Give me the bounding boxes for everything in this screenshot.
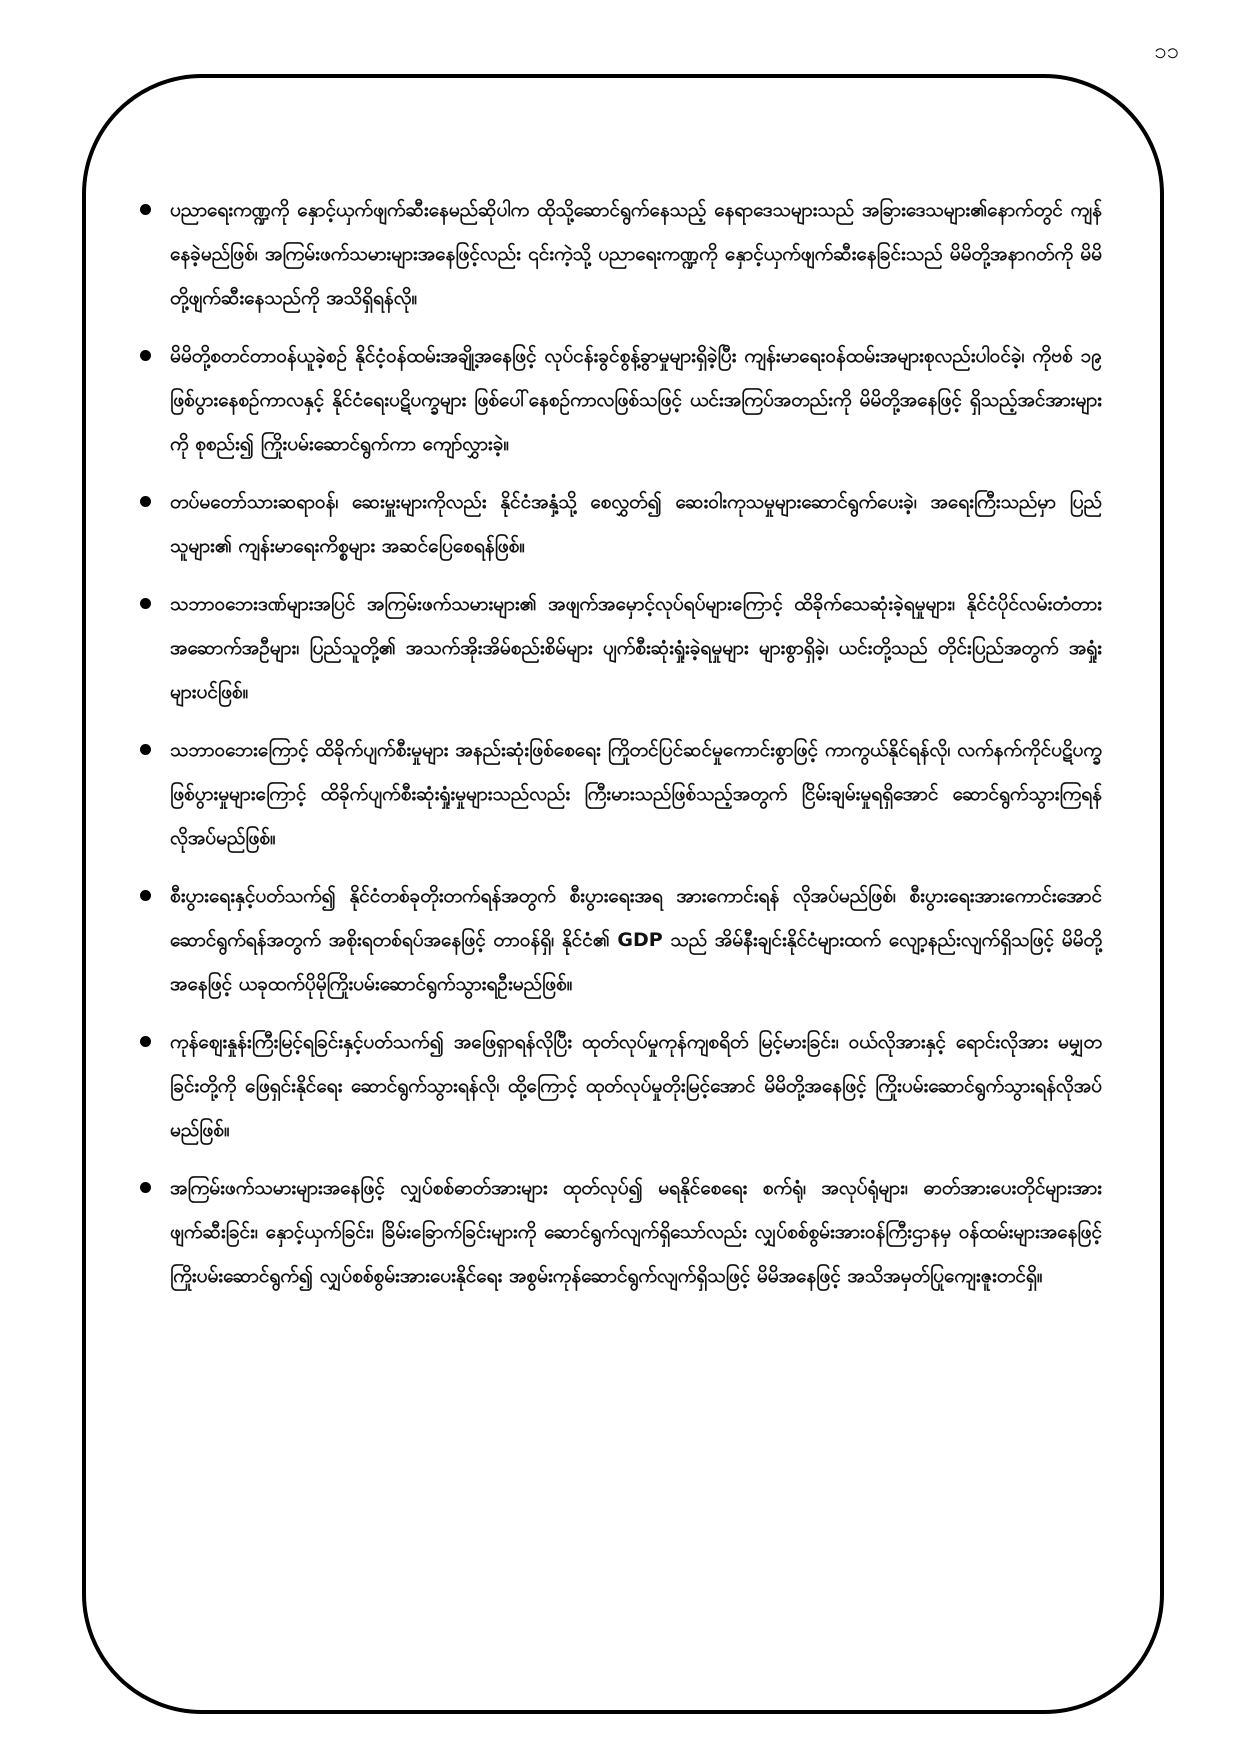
bullet-dot-icon bbox=[140, 598, 151, 609]
bullet-item-1 bbox=[140, 188, 1102, 320]
bullet-dot-icon bbox=[140, 890, 151, 901]
bullet-dot-icon bbox=[140, 204, 151, 215]
bullet-text: အကြမ်းဖက်သမားများအနေဖြင့် လျှပ်စစ်ဓာတ်အားများ ထုတ်လုပ်၍ မရနိုင်စေရေး စက်ရုံ၊ အလုပ်ရုံများ၊ ဓာတ်အားပေးတိုင်များအား ဖျက်ဆီးခြင်း၊ နှောင့်ယှက်ခြင်း၊ ခြိမ်းခြောက်ခြင်းများကို ဆောင်ရွက်လျက်ရှိသော်လည်း လျှပ်စစ်စွမ်းအားဝန်ကြီးဌာနမှ ဝန်ထမ်းများအနေဖြင့် ကြိုးပမ်းဆောင်ရွက်၍ လျှပ်စစ်စွမ်းအားပေးနိုင်ရေး အစွမ်းကုန်ဆောင်ရွက်လျက်ရှိသဖြင့် မိမိအနေဖြင့် အသိအမှတ်ပြုကျေးဇူးတင်ရှိ။ bbox=[170, 1177, 1102, 1287]
bullet-item-8 bbox=[140, 1166, 1102, 1298]
bullet-text: ကုန်စျေးနှုန်းကြီးမြင့်ရခြင်းနှင့်ပတ်သက်၍ အဖြေရှာရန်လိုပြီး ထုတ်လုပ်မှုကုန်ကျစရိတ် မြင့်မားခြင်း၊ ဝယ်လိုအားနှင့် ရောင်းလိုအား မမျှတခြင်းတို့ကို ဖြေရှင်းနိုင်ရေး ဆောင်ရွက်သွားရန်လို၊ ထို့ကြောင့် ထုတ်လုပ်မှုတိုးမြင့်အောင် မိမိတို့အနေဖြင့် ကြိုးပမ်းဆောင်ရွက်သွားရန်လိုအပ်မည်ဖြစ်။ bbox=[170, 1031, 1102, 1141]
bullet-dot-icon bbox=[140, 350, 151, 361]
bullet-text: သဘာဝဘေးကြောင့် ထိခိုက်ပျက်စီးမှုများ အနည်းဆုံးဖြစ်စေရေး ကြိုတင်ပြင်ဆင်မှုကောင်းစွာဖြင့် ကာကွယ်နိုင်ရန်လို၊ လက်နက်ကိုင်ပဋိပက္ခဖြစ်ပွားမှုများကြောင့် ထိခိုက်ပျက်စီးဆုံးရှုံးမှုများသည်လည်း ကြီးမားသည်ဖြစ်သည့်အတွက် ငြိမ်းချမ်းမှုရရှိအောင် ဆောင်ရွက်သွားကြရန် လိုအပ်မည်ဖြစ်။ bbox=[170, 739, 1102, 849]
bullet-text: မိမိတို့စတင်တာဝန်ယူခဲ့စဉ် နိုင်ငံ့ဝန်ထမ်းအချို့အနေဖြင့် လုပ်ငန်းခွင်စွန့်ခွာမှုများရှိခဲ့ပြီး ကျန်းမာရေးဝန်ထမ်းအများစုလည်းပါဝင်ခဲ့၊ ကိုဗစ် ၁၉ ဖြစ်ပွားနေစဉ်ကာလနှင့် နိုင်ငံရေးပဋိပက္ခများ ဖြစ်ပေါ်နေစဉ်ကာလဖြစ်သဖြင့် ယင်းအကြပ်အတည်းကို မိမိတို့အနေဖြင့် ရှိသည့်အင်အားများကို စုစည်း၍ ကြိုးပမ်းဆောင်ရွက်ကာ ကျော်လွှားခဲ့။ bbox=[170, 345, 1102, 455]
bullet-text: သဘာဝဘေးဒဏ်များအပြင် အကြမ်းဖက်သမားများ၏ အဖျက်အမှောင့်လုပ်ရပ်များကြောင့် ထိခိုက်သေဆုံးခဲ့ရမှုများ၊ နိုင်ငံပိုင်လမ်းတံတားအဆောက်အဦများ၊ ပြည်သူတို့၏ အသက်အိုးအိမ်စည်းစိမ်များ ပျက်စီးဆုံးရှုံးခဲ့ရမှုများ များစွာရှိခဲ့၊ ယင်းတို့သည် တိုင်းပြည်အတွက် အရှုံးများပင်ဖြစ်။ bbox=[170, 593, 1102, 703]
page-number: ၁၁ bbox=[1154, 39, 1179, 64]
bullet-dot-icon bbox=[140, 496, 151, 507]
bullet-text: စီးပွားရေးနှင့်ပတ်သက်၍ နိုင်ငံတစ်ခုတိုးတက်ရန်အတွက် စီးပွားရေးအရ အားကောင်းရန် လိုအပ်မည်ဖြစ်၊ စီးပွားရေးအားကောင်းအောင် ဆောင်ရွက်ရန်အတွက် အစိုးရတစ်ရပ်အနေဖြင့် တာဝန်ရှိ၊ နိုင်ငံ၏ GDP သည် အိမ်နီးချင်းနိုင်ငံများထက် လျော့နည်းလျက်ရှိသဖြင့် မိမိတို့အနေဖြင့် ယခုထက်ပိုမိုကြိုးပမ်းဆောင်ရွက်သွားရဦးမည်ဖြစ်။ bbox=[170, 885, 1102, 995]
bullet-item-7 bbox=[140, 1020, 1102, 1152]
bullet-item-5 bbox=[140, 728, 1102, 860]
bullet-dot-icon bbox=[140, 744, 151, 755]
bullet-text: ပညာရေးကဏ္ဍကို နှောင့်ယှက်ဖျက်ဆီးနေမည်ဆိုပါက ထိုသို့ဆောင်ရွက်နေသည့် နေရာဒေသများသည် အခြားဒေသများ၏နောက်တွင် ကျန်နေခဲ့မည်ဖြစ်၊ အကြမ်းဖက်သမားများအနေဖြင့်လည်း ၎င်းကဲ့သို့ ပညာရေးကဏ္ဍကို နှောင့်ယှက်ဖျက်ဆီးနေခြင်းသည် မိမိတို့အနာဂတ်ကို မိမိတို့ဖျက်ဆီးနေသည်ကို အသိရှိရန်လို။ bbox=[170, 199, 1102, 309]
bullet-dot-icon bbox=[140, 1036, 151, 1047]
bullet-list bbox=[140, 188, 1102, 1312]
bullet-dot-icon bbox=[140, 1182, 151, 1193]
bullet-item-6 bbox=[140, 874, 1102, 1006]
bullet-item-2 bbox=[140, 334, 1102, 466]
bullet-item-3 bbox=[140, 480, 1102, 568]
bullet-item-4 bbox=[140, 582, 1102, 714]
bullet-text: တပ်မတော်သားဆရာဝန်၊ ဆေးမှူးများကိုလည်း နိုင်ငံအနှံ့သို့ စေလွှတ်၍ ဆေးဝါးကုသမှုများဆောင်ရွက်ပေးခဲ့၊ အရေးကြီးသည်မှာ ပြည်သူများ၏ ကျန်းမာရေးကိစ္စများ အဆင်ပြေစေရန်ဖြစ်။ bbox=[170, 491, 1102, 557]
